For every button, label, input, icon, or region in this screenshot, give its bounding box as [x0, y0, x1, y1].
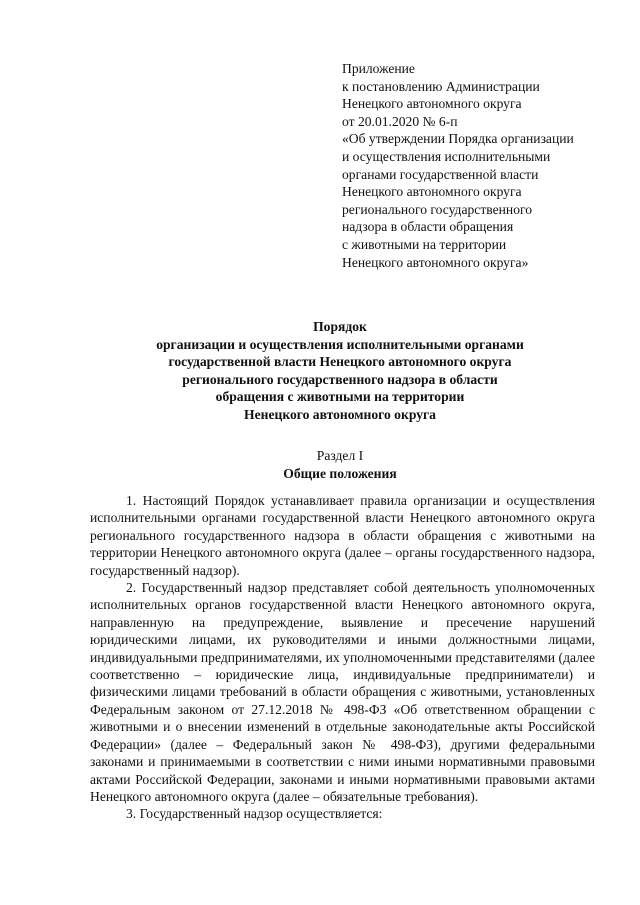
- section-number: Раздел I: [316, 448, 364, 463]
- title-line: организации и осуществления исполнительными органами: [156, 336, 524, 352]
- appendix-note: [342, 60, 622, 271]
- title-line: Порядок: [313, 319, 367, 334]
- title-line: регионального государственного надзора в области: [182, 371, 498, 387]
- appendix-line: от 20.01.2020 № 6-п: [342, 113, 458, 129]
- section-heading: [40, 447, 640, 482]
- appendix-line: Приложение: [342, 61, 415, 76]
- appendix-line: Ненецкого автономного округа: [342, 184, 522, 200]
- title-line: Ненецкого автономного округа: [244, 406, 436, 422]
- title-line: обращения с животными на территории: [215, 389, 465, 405]
- document-body: [90, 492, 595, 823]
- appendix-line: органами государственной власти: [342, 166, 539, 182]
- paragraph-3: 3. Государственный надзор осуществляется:: [126, 806, 383, 822]
- appendix-line: к постановлению Администрации: [342, 78, 540, 94]
- paragraph-2: 2. Государственный надзор представляет собой деятельность уполномоченных исполнительных органов государственной власти Ненецкого автономного округа, направленную на предупреждение, выявление и пресечение нарушений юридическими лицами, их руководителями и иными должностными лицами, индивидуальными предпринимателями, их уполномоченными представителями (далее соответственно – юридические лица, индивидуальные предприниматели) и физическими лицами требований в области обращения с животными, установленных Федеральным законом от 27.12.2018 № 498-ФЗ «Об ответственном обращении с животными и о внесении изменений в отдельные законодательные акты Российской Федерации» (далее – Федеральный закон № 498-ФЗ), другими федеральными законами и принимаемыми в соответствии с ними иными нормативными правовыми актами Российской Федерации, законами и иными нормативными правовыми актами Ненецкого автономного округа (далее – обязательные требования).: [90, 580, 595, 804]
- appendix-line: Ненецкого автономного округа: [342, 96, 522, 112]
- appendix-line: Ненецкого автономного округа»: [342, 254, 529, 270]
- paragraph-1: 1. Настоящий Порядок устанавливает правила организации и осуществления исполнительными органами государственной власти Ненецкого автономного округа регионального государственного надзора в области обращения с животными на территории Ненецкого автономного округа (далее – органы государственного надзора, государственный надзор).: [90, 493, 595, 578]
- appendix-line: регионального государственного: [342, 201, 533, 217]
- appendix-line: надзора в области обращения: [342, 219, 514, 235]
- title-line: государственной власти Ненецкого автономного округа: [168, 354, 512, 370]
- document-title: [40, 318, 640, 424]
- appendix-line: и осуществления исполнительными: [342, 148, 551, 164]
- section-title: Общие положения: [283, 465, 397, 481]
- appendix-line: с животными на территории: [342, 236, 507, 252]
- appendix-line: «Об утверждении Порядка организации: [342, 131, 574, 147]
